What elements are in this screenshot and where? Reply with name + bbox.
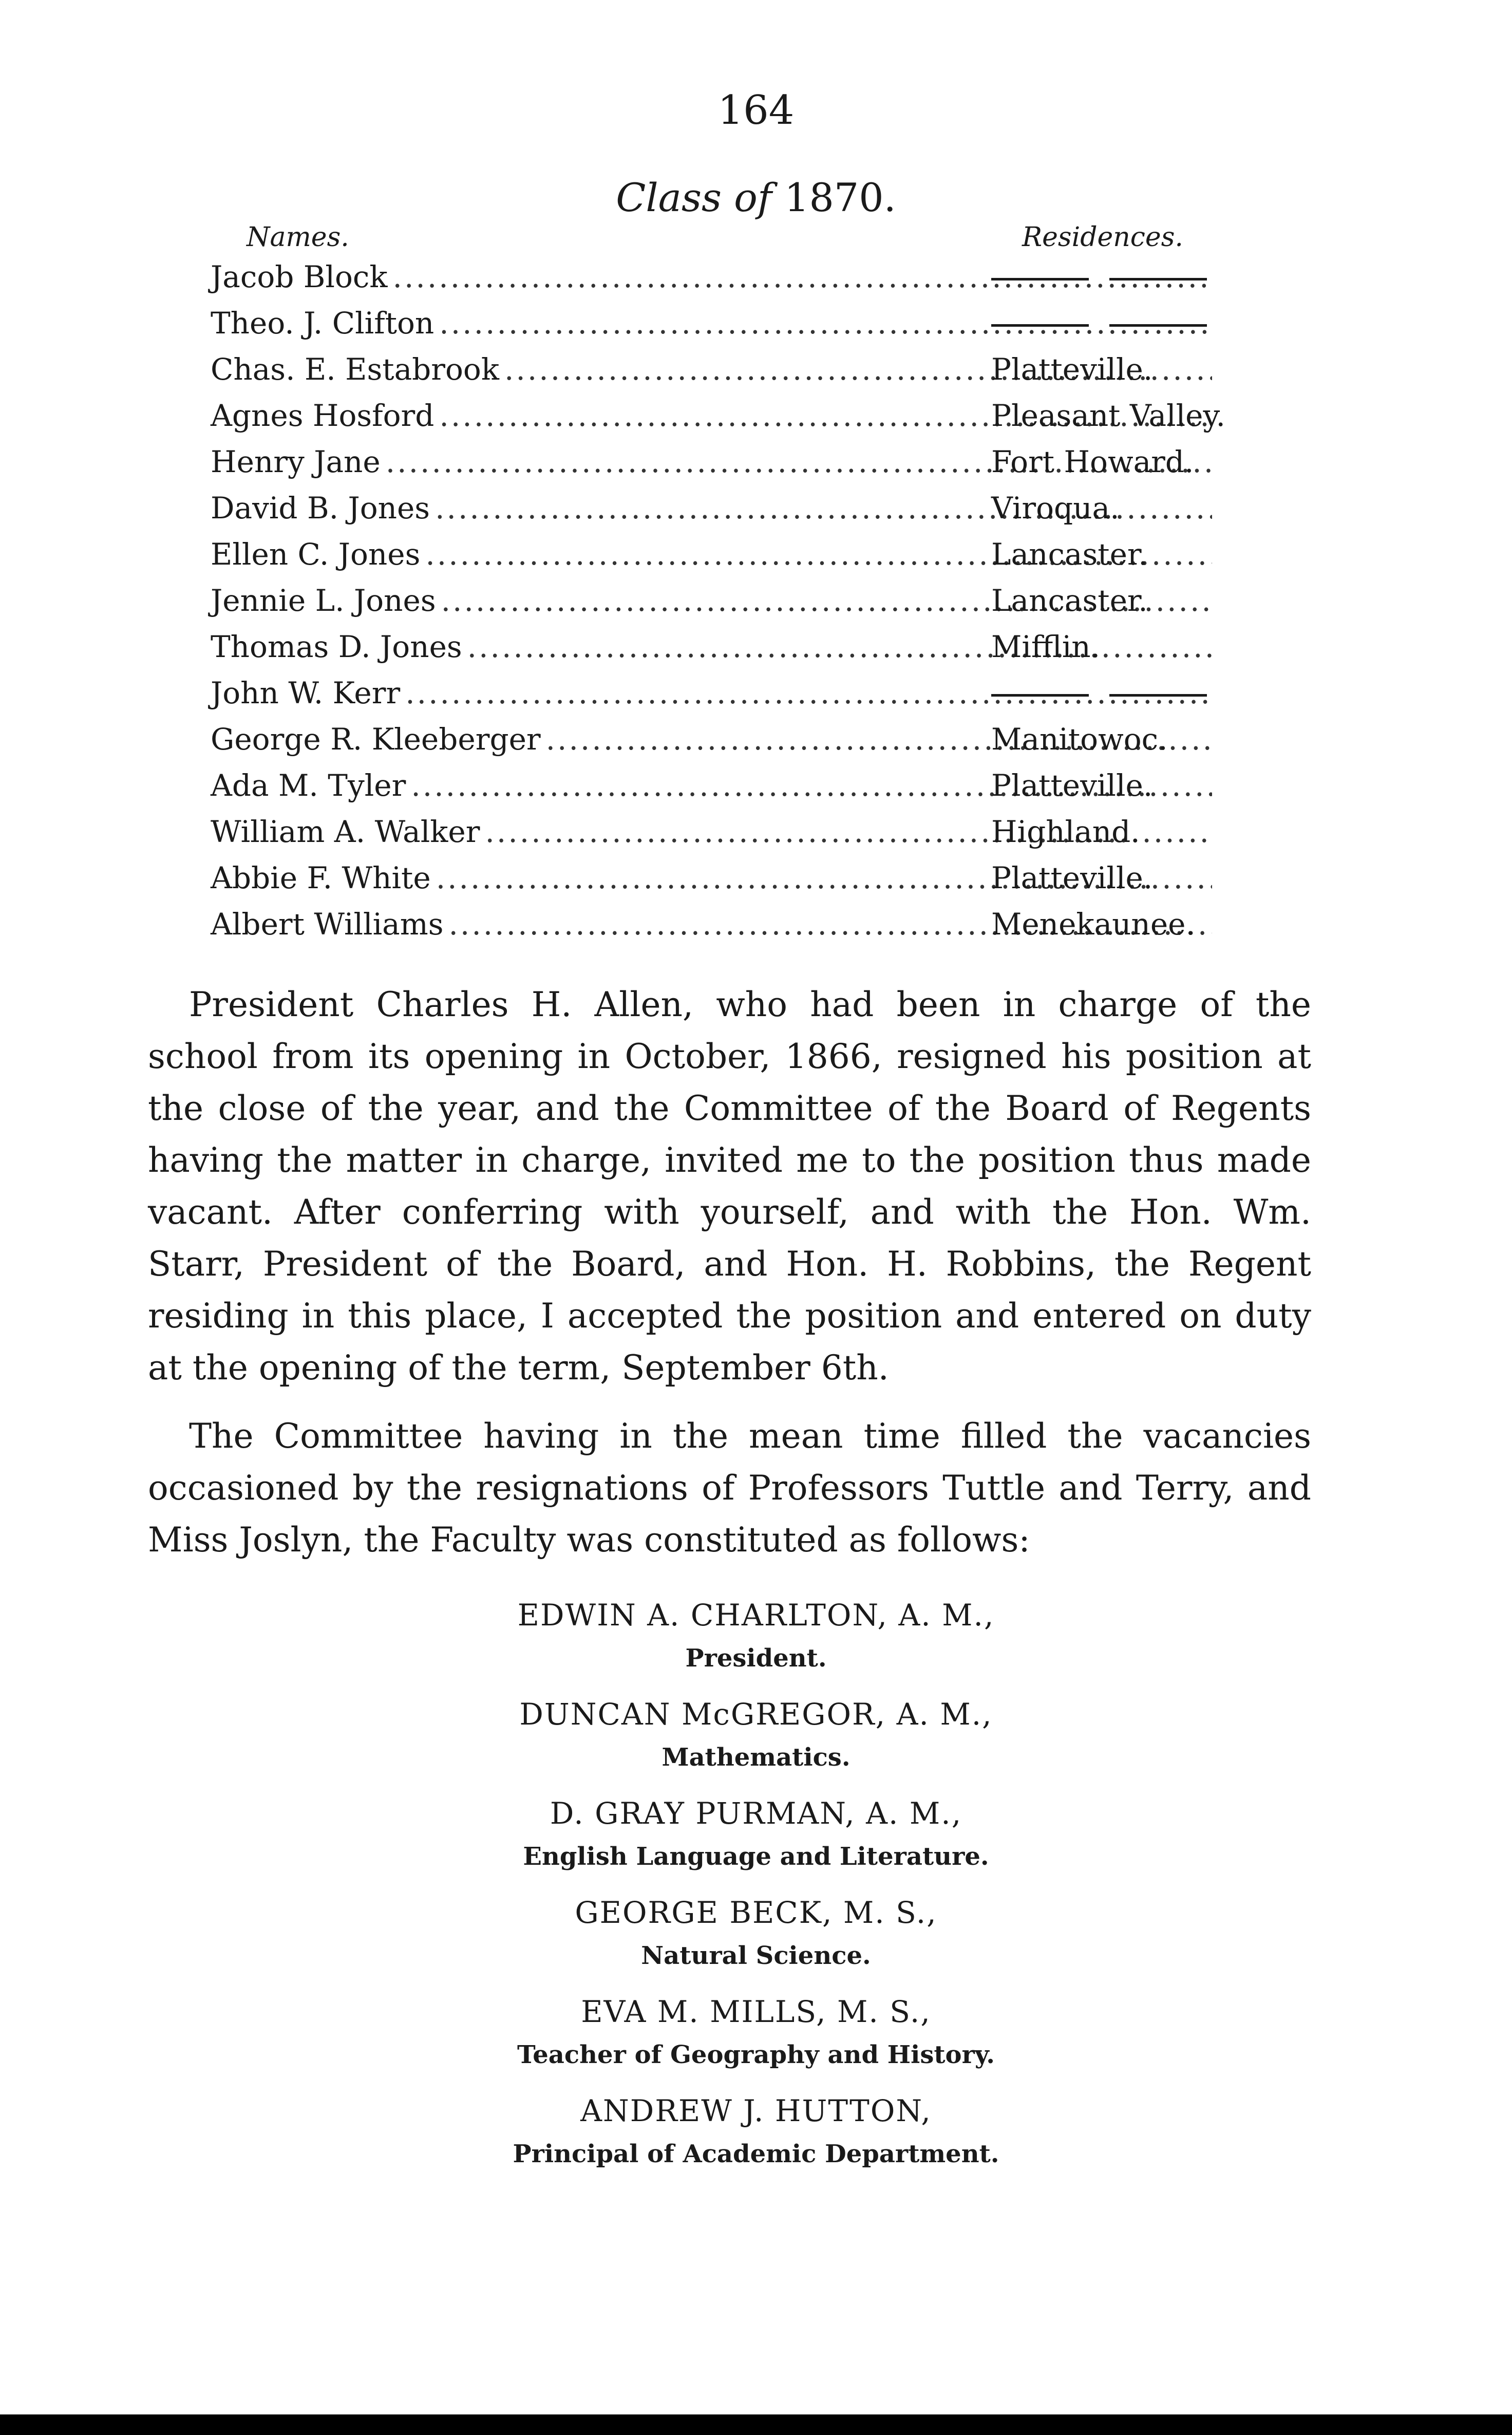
student-name: Jacob Block <box>211 259 388 294</box>
student-name: David B. Jones <box>211 491 430 526</box>
faculty-list <box>0 1593 1512 2187</box>
residences-column-header: Residences. <box>1022 222 1183 253</box>
scan-edge-bar <box>0 2414 1512 2435</box>
roster-row <box>211 768 1217 814</box>
student-name: Chas. E. Estabrook <box>211 352 499 387</box>
faculty-name: D. GRAY PURMAN, A. M., <box>550 1796 962 1831</box>
student-residence: Fort Howard. <box>991 444 1194 479</box>
student-residence: Lancaster. <box>991 583 1148 618</box>
roster-row <box>211 352 1217 398</box>
student-name: Thomas D. Jones <box>211 629 462 664</box>
leader-dots <box>467 629 1212 664</box>
body-paragraph: The Committee having in the mean time filled the vacancies occasioned by the resignations of Professors Tuttle and Terry, and Miss Joslyn, the Faculty was constituted as follows: <box>148 1416 1311 1560</box>
roster-row <box>211 722 1217 768</box>
student-name: Albert Williams <box>211 907 444 942</box>
faculty-title: Teacher of Geography and History. <box>517 2040 995 2069</box>
roster-row <box>211 259 1217 306</box>
class-heading <box>0 175 1512 220</box>
roster-row <box>211 491 1217 537</box>
student-name: Ada M. Tyler <box>211 768 406 803</box>
student-residence: Lancaster. <box>991 537 1148 572</box>
student-residence <box>991 259 1207 294</box>
student-residence: Pleasant Valley. <box>991 398 1225 433</box>
student-residence <box>991 676 1207 710</box>
roster-row <box>211 537 1217 583</box>
faculty-entry <box>0 1791 1512 1890</box>
student-residence: Platteville. <box>991 860 1153 895</box>
faculty-title: President. <box>685 1644 827 1673</box>
faculty-name: ANDREW J. HUTTON, <box>580 2093 932 2128</box>
student-name: Theo. J. Clifton <box>211 306 434 341</box>
roster-row <box>211 398 1225 444</box>
roster-row <box>211 676 1217 722</box>
roster-row <box>211 583 1217 629</box>
student-residence: Manitowoc. <box>991 722 1168 757</box>
faculty-name: DUNCAN McGREGOR, A. M., <box>519 1697 993 1732</box>
student-name: John W. Kerr <box>211 676 401 710</box>
student-name: Ellen C. Jones <box>211 537 421 572</box>
student-residence: Platteville. <box>991 768 1153 803</box>
faculty-entry <box>0 1692 1512 1791</box>
roster-row <box>211 907 1217 953</box>
faculty-title: Principal of Academic Department. <box>513 2140 999 2168</box>
class-heading-year: 1870. <box>784 175 896 220</box>
student-name: William A. Walker <box>211 814 480 849</box>
faculty-entry <box>0 2088 1512 2187</box>
faculty-entry <box>0 1890 1512 1989</box>
faculty-title: English Language and Literature. <box>523 1842 989 1871</box>
roster-row <box>211 306 1217 352</box>
roster-row <box>211 629 1217 676</box>
student-residence <box>991 306 1207 341</box>
faculty-title: Mathematics. <box>662 1743 850 1772</box>
roster-row <box>211 444 1217 491</box>
student-name: Abbie F. White <box>211 860 431 895</box>
class-roster <box>211 259 1225 953</box>
faculty-name: EVA M. MILLS, M. S., <box>581 1994 931 2029</box>
faculty-name: GEORGE BECK, M. S., <box>575 1895 937 1930</box>
faculty-entry <box>0 1593 1512 1692</box>
student-name: George R. Kleeberger <box>211 722 541 757</box>
roster-row <box>211 860 1217 907</box>
student-name: Agnes Hosford <box>211 398 434 433</box>
student-residence: Mifflin. <box>991 629 1101 664</box>
names-column-header: Names. <box>247 222 349 253</box>
faculty-name: EDWIN A. CHARLTON, A. M., <box>517 1598 995 1633</box>
class-heading-prefix: Class of <box>616 175 772 220</box>
student-residence: Highland. <box>991 814 1140 849</box>
page-number: 164 <box>717 87 795 134</box>
roster-row <box>211 814 1217 860</box>
student-name: Henry Jane <box>211 444 381 479</box>
faculty-title: Natural Science. <box>641 1941 871 1970</box>
student-residence: Viroqua. <box>991 491 1120 526</box>
student-residence: Platteville. <box>991 352 1153 387</box>
faculty-entry <box>0 1989 1512 2088</box>
student-residence: Menekaunee. <box>991 907 1195 942</box>
body-paragraph: President Charles H. Allen, who had been in charge of the school from its opening in October, 1866, resigned his position at the close of the year, and the Committee of the Board of Regents having the matter in charge, invited me to the position thus made vacant. After conferring with yourself, and with the Hon. Wm. Starr, President of the Board, and Hon. H. Robbins, the Regent residing in this place, I accepted the position and entered on duty at the opening of the term, September 6th. <box>148 985 1311 1388</box>
student-name: Jennie L. Jones <box>211 583 436 618</box>
